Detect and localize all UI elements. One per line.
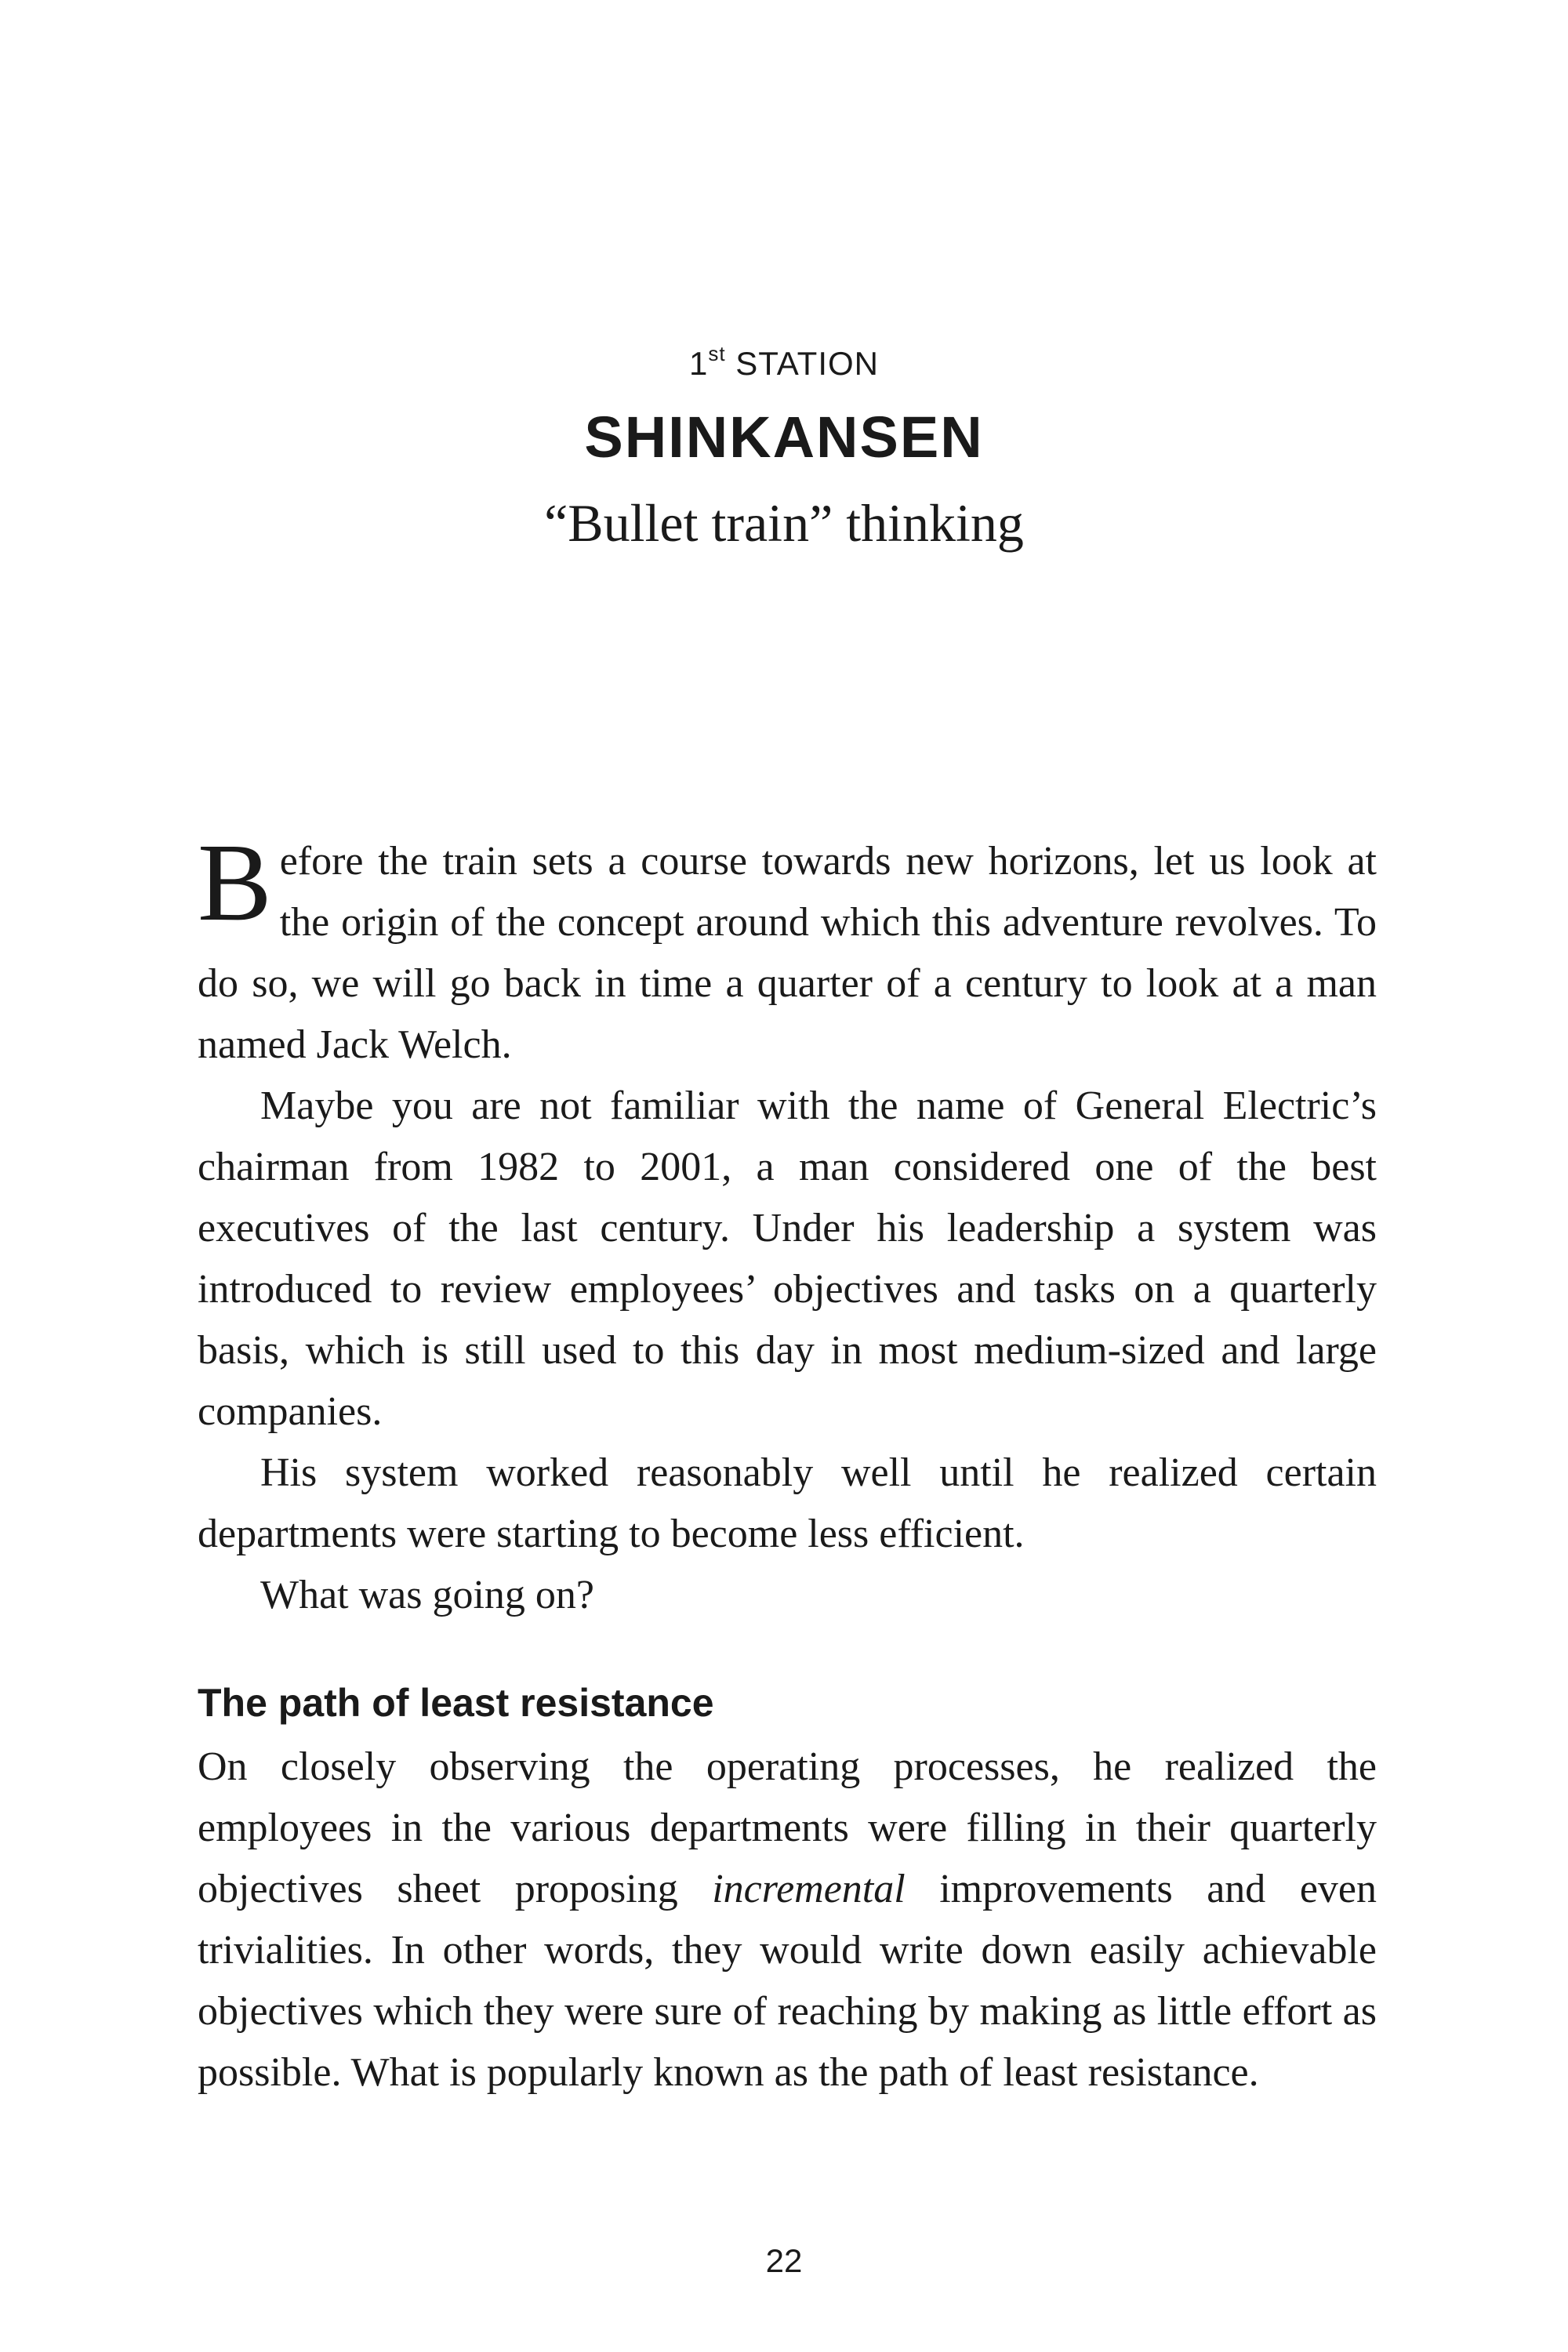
paragraph-text: On closely observing the operating processes, he realized the employees in the various departments were filling in their quarterly objectives sheet proposing [198,1744,1377,1911]
paragraph [198,1737,1377,2103]
paragraph: Maybe you are not familiar with the name of General Electric’s chairman from 1982 to 2001, a man considered one of the best executives of the last century. Under his leadership a system was introduced to review employees’ objectives and tasks on a quarterly basis, which is still used to this day in most medium-sized and large companies. [198,1083,1377,1434]
paragraph [198,820,1377,1076]
station-label [0,342,1568,383]
chapter-title: SHINKANSEN [584,405,984,470]
station-number: 1 [688,345,709,382]
paragraph: What was going on? [260,1573,595,1617]
paragraph: His system worked reasonably well until he realized certain departments were starting to become less efficient. [198,1450,1377,1556]
section-heading: The path of least resistance [198,1681,714,1725]
station-word: STATION [725,345,880,382]
drop-cap: B [198,820,272,944]
paragraph-text: improvements and even trivialities. In other words, they would write down easily achievable objectives which they were sure of reaching by making as little effort as possible. What is popularly known as the path of least resistance. [198,1867,1377,2095]
station-ordinal-suffix: st [708,342,726,365]
section-text [198,1737,1377,2103]
paragraph-text: efore the train sets a course towards new horizons, let us look at the origin of the concept around which this adventure revolves. To do so, we will go back in time a quarter of a century to look at a man named Jack Welch. [198,839,1377,1067]
page-number: 22 [765,2242,803,2279]
chapter-subtitle: “Bullet train” thinking [544,493,1024,553]
intro-text [198,820,1377,1626]
emphasis-text: incremental [712,1867,906,1911]
